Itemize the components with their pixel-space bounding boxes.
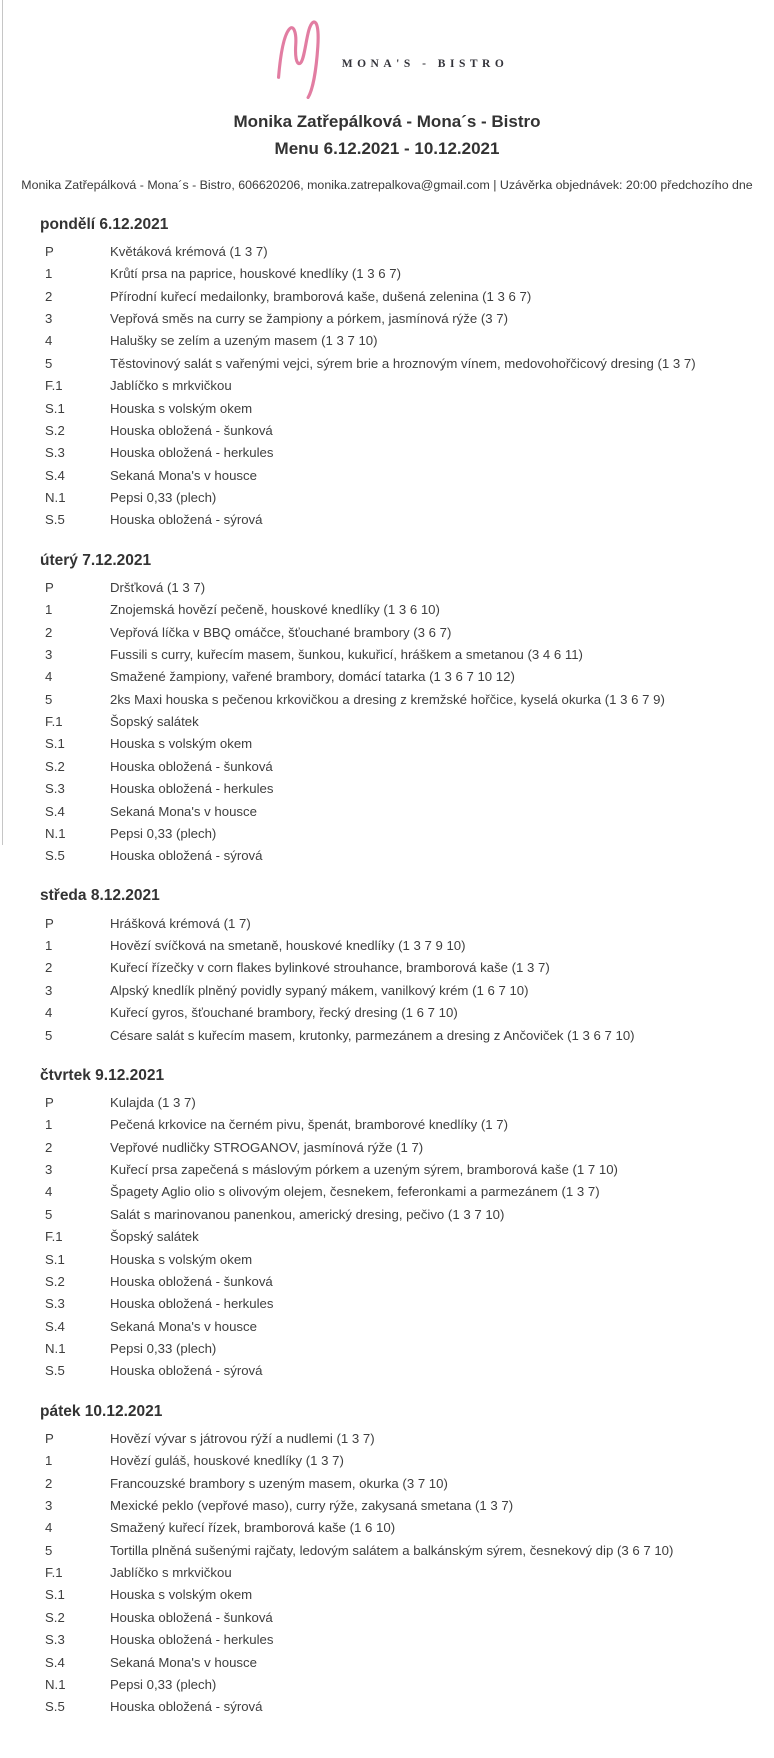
- menu-item-code: S.4: [45, 803, 65, 819]
- menu-item-code: 3: [45, 311, 53, 327]
- menu-days: [0, 216, 774, 1758]
- menu-item-name: Fussili s curry, kuřecím masem, šunkou, kukuřicí, hráškem a smetanou (3 4 6 11): [110, 646, 583, 662]
- menu-item-code: S.5: [45, 848, 65, 864]
- menu-item-code: N.1: [45, 1341, 66, 1357]
- menu-item-code: N.1: [45, 1676, 66, 1692]
- menu-item-row: [45, 1293, 774, 1315]
- brand-name: MONA'S - BISTRO: [341, 58, 509, 70]
- menu-item-code: S.4: [45, 1318, 65, 1334]
- menu-item-name: Césare salát s kuřecím masem, krutonky, parmezánem a dresing z Ančoviček (1 3 6 7 10): [110, 1027, 635, 1043]
- menu-item-name: Alpský knedlík plněný povidly sypaný mákem, vanilkový krém (1 6 7 10): [110, 982, 529, 998]
- menu-item-name: Sekaná Mona's v housce: [110, 803, 257, 819]
- menu-item-row: [45, 823, 774, 845]
- day-heading: úterý 7.12.2021: [40, 551, 152, 569]
- menu-item-row: [45, 1092, 774, 1114]
- menu-item-row: [45, 1651, 774, 1673]
- menu-item-code: 4: [45, 1520, 53, 1536]
- menu-item-code: F.1: [45, 1229, 63, 1245]
- menu-item-code: P: [45, 1094, 54, 1110]
- menu-item-row: [45, 1495, 774, 1517]
- menu-item-code: 5: [45, 1206, 53, 1222]
- menu-item-name: Vepřová líčka v BBQ omáčce, šťouchané brambory (3 6 7): [110, 624, 452, 640]
- menu-item-name: Znojemská hovězí pečeně, houskové knedlíky (1 3 6 10): [110, 602, 440, 618]
- menu-item-name: Špagety Aglio olio s olivovým olejem, česnekem, feferonkami a parmezánem (1 3 7): [110, 1184, 600, 1200]
- menu-item-code: S.3: [45, 1296, 65, 1312]
- day-section: [0, 1067, 774, 1383]
- menu-item-row: [45, 1584, 774, 1606]
- menu-item-name: Houska obložená - šunková: [110, 1273, 273, 1289]
- menu-item-name: Hrášková krémová (1 7): [110, 915, 251, 931]
- menu-item-row: [45, 1136, 774, 1158]
- menu-item-name: 2ks Maxi houska s pečenou krkovičkou a dresing z kremžské hořčice, kyselá okurka (1 3 6 7 9): [110, 691, 665, 707]
- day-section: [0, 1403, 774, 1719]
- menu-item-code: 3: [45, 1162, 53, 1178]
- menu-item-name: Houska obložená - sýrová: [110, 1699, 263, 1715]
- menu-item-row: [45, 778, 774, 800]
- contact-line: Monika Zatřepálková - Mona´s - Bistro, 606620206, monika.zatrepalkova@gmail.com | Uzávěrka objednávek: 20:00 předchozího dne: [21, 177, 753, 192]
- menu-item-name: Halušky se zelím a uzeným masem (1 3 7 10): [110, 333, 378, 349]
- day-heading: pondělí 6.12.2021: [40, 215, 169, 233]
- menu-item-name: Vepřové nudličky STROGANOV, jasmínová rýže (1 7): [110, 1139, 424, 1155]
- menu-item-name: Šopský salátek: [110, 714, 199, 730]
- menu-item-row: [45, 1024, 774, 1046]
- menu-item-row: [45, 1629, 774, 1651]
- menu-item-row: [45, 353, 774, 375]
- menu-item-row: [45, 1517, 774, 1539]
- window-edge-line: [2, 0, 3, 845]
- day-section: [0, 552, 774, 868]
- menu-item-code: 4: [45, 333, 53, 349]
- menu-item-row: [45, 644, 774, 666]
- menu-item-row: [45, 1315, 774, 1337]
- menu-item-code: P: [45, 579, 54, 595]
- menu-item-row: [45, 935, 774, 957]
- menu-item-row: [45, 1271, 774, 1293]
- menu-item-code: F.1: [45, 714, 63, 730]
- menu-item-code: 4: [45, 1005, 53, 1021]
- menu-item-row: [45, 420, 774, 442]
- menu-item-name: Smažené žampiony, vařené brambory, domácí tatarka (1 3 6 7 10 12): [110, 669, 515, 685]
- menu-item-name: Houska s volským okem: [110, 736, 253, 752]
- menu-item-name: Krůtí prsa na paprice, houskové knedlíky (1 3 6 7): [110, 266, 402, 282]
- menu-item-name: Dršťková (1 3 7): [110, 579, 206, 595]
- day-section: [0, 216, 774, 532]
- menu-item-name: Houska obložená - sýrová: [110, 512, 263, 528]
- menu-item-code: S.5: [45, 1363, 65, 1379]
- menu-item-name: Sekaná Mona's v housce: [110, 467, 257, 483]
- menu-item-name: Houska obložená - šunková: [110, 422, 273, 438]
- menu-item-row: [45, 599, 774, 621]
- menu-item-name: Tortilla plněná sušenými rajčaty, ledovým salátem a balkánským sýrem, česnekový dip (3 6 7 10): [110, 1542, 674, 1558]
- menu-date-range: Menu 6.12.2021 - 10.12.2021: [274, 138, 500, 158]
- menu-item-code: 5: [45, 355, 53, 371]
- menu-item-row: [45, 621, 774, 643]
- menu-item-row: [45, 1450, 774, 1472]
- day-section: [0, 887, 774, 1046]
- menu-item-row: [45, 800, 774, 822]
- menu-item-code: 1: [45, 1117, 53, 1133]
- menu-item-code: 3: [45, 1497, 53, 1513]
- menu-item-row: [45, 308, 774, 330]
- day-items: [0, 241, 774, 532]
- menu-item-code: S.1: [45, 736, 65, 752]
- menu-item-name: Smažený kuřecí řízek, bramborová kaše (1 6 10): [110, 1520, 396, 1536]
- menu-item-name: Pepsi 0,33 (plech): [110, 1341, 217, 1357]
- menu-item-name: Vepřová směs na curry se žampiony a pórkem, jasmínová rýže (3 7): [110, 311, 508, 327]
- menu-item-row: [45, 733, 774, 755]
- menu-item-name: Mexické peklo (vepřové maso), curry rýže, zakysaná smetana (1 3 7): [110, 1497, 514, 1513]
- menu-item-code: S.1: [45, 1587, 65, 1603]
- menu-item-row: [45, 1696, 774, 1718]
- menu-item-code: F.1: [45, 1565, 63, 1581]
- menu-item-row: [45, 285, 774, 307]
- menu-item-row: [45, 1181, 774, 1203]
- menu-item-name: Houska obložená - sýrová: [110, 1363, 263, 1379]
- menu-item-code: S.1: [45, 400, 65, 416]
- menu-item-row: [45, 1674, 774, 1696]
- page-header: [0, 0, 774, 193]
- menu-item-row: [45, 1607, 774, 1629]
- menu-item-row: [45, 263, 774, 285]
- menu-item-code: S.2: [45, 758, 65, 774]
- menu-item-row: [45, 577, 774, 599]
- day-items: [0, 1428, 774, 1719]
- menu-item-code: S.2: [45, 422, 65, 438]
- menu-item-code: 1: [45, 602, 53, 618]
- menu-item-name: Sekaná Mona's v housce: [110, 1654, 257, 1670]
- menu-item-code: 2: [45, 624, 53, 640]
- menu-item-row: [45, 980, 774, 1002]
- menu-item-name: Houska obložená - šunková: [110, 758, 273, 774]
- menu-item-name: Přírodní kuřecí medailonky, bramborová kaše, dušená zelenina (1 3 6 7): [110, 288, 532, 304]
- menu-item-name: Houska s volským okem: [110, 400, 253, 416]
- menu-item-code: 2: [45, 1475, 53, 1491]
- day-items: [0, 577, 774, 868]
- menu-item-code: 3: [45, 982, 53, 998]
- menu-item-row: [45, 957, 774, 979]
- menu-item-name: Jablíčko s mrkvičkou: [110, 378, 232, 394]
- menu-item-code: S.5: [45, 512, 65, 528]
- day-heading: čtvrtek 9.12.2021: [40, 1066, 165, 1084]
- menu-item-code: P: [45, 243, 54, 259]
- menu-item-code: N.1: [45, 825, 66, 841]
- menu-item-row: [45, 509, 774, 531]
- menu-item-name: Kulajda (1 3 7): [110, 1094, 196, 1110]
- menu-item-name: Kuřecí gyros, šťouchané brambory, řecký dresing (1 6 7 10): [110, 1005, 458, 1021]
- day-items: [0, 912, 774, 1046]
- menu-item-name: Těstovinový salát s vařenými vejci, sýrem brie a hroznovým vínem, medovohořčicový dresing (1 3 7): [110, 355, 696, 371]
- menu-item-row: [45, 375, 774, 397]
- menu-item-name: Houska obložená - herkules: [110, 1296, 274, 1312]
- menu-item-code: P: [45, 915, 54, 931]
- menu-item-row: [45, 1472, 774, 1494]
- menu-item-name: Sekaná Mona's v housce: [110, 1318, 257, 1334]
- page-title: Monika Zatřepálková - Mona´s - Bistro: [233, 112, 541, 131]
- menu-item-code: S.2: [45, 1609, 65, 1625]
- day-heading: středa 8.12.2021: [40, 887, 160, 905]
- menu-item-code: 2: [45, 960, 53, 976]
- day-items: [0, 1092, 774, 1383]
- menu-item-code: S.4: [45, 1654, 65, 1670]
- menu-item-code: 5: [45, 1542, 53, 1558]
- menu-item-name: Houska obložená - herkules: [110, 445, 274, 461]
- brand-monogram-icon: [266, 13, 330, 99]
- menu-item-row: [45, 1002, 774, 1024]
- menu-item-row: [45, 1428, 774, 1450]
- menu-item-row: [45, 756, 774, 778]
- menu-item-row: [45, 487, 774, 509]
- menu-item-name: Pečená krkovice na černém pivu, špenát, bramborové knedlíky (1 7): [110, 1117, 509, 1133]
- menu-item-name: Houska s volským okem: [110, 1587, 253, 1603]
- menu-item-name: Hovězí guláš, houskové knedlíky (1 3 7): [110, 1453, 344, 1469]
- menu-item-code: S.2: [45, 1273, 65, 1289]
- menu-item-code: F.1: [45, 378, 63, 394]
- menu-item-row: [45, 1360, 774, 1382]
- menu-item-row: [45, 912, 774, 934]
- menu-item-row: [45, 330, 774, 352]
- menu-item-name: Houska obložená - herkules: [110, 1632, 274, 1648]
- menu-item-code: S.4: [45, 467, 65, 483]
- menu-item-name: Květáková krémová (1 3 7): [110, 243, 268, 259]
- menu-item-name: Francouzské brambory s uzeným masem, okurka (3 7 10): [110, 1475, 448, 1491]
- menu-item-name: Pepsi 0,33 (plech): [110, 490, 217, 506]
- menu-item-row: [45, 666, 774, 688]
- menu-item-code: 4: [45, 669, 53, 685]
- menu-item-code: 1: [45, 266, 53, 282]
- menu-item-row: [45, 1114, 774, 1136]
- menu-item-row: [45, 1539, 774, 1561]
- menu-item-name: Pepsi 0,33 (plech): [110, 1676, 217, 1692]
- menu-item-row: [45, 1226, 774, 1248]
- menu-item-name: Šopský salátek: [110, 1229, 199, 1245]
- menu-item-row: [45, 241, 774, 263]
- menu-item-name: Houska obložená - herkules: [110, 781, 274, 797]
- menu-item-code: 5: [45, 691, 53, 707]
- menu-item-name: Kuřecí řízečky v corn flakes bylinkové strouhance, bramborová kaše (1 3 7): [110, 960, 550, 976]
- menu-item-code: 2: [45, 288, 53, 304]
- menu-item-name: Kuřecí prsa zapečená s máslovým pórkem a uzeným sýrem, bramborová kaše (1 7 10): [110, 1162, 618, 1178]
- menu-item-name: Houska obložená - šunková: [110, 1609, 273, 1625]
- menu-item-name: Salát s marinovanou panenkou, americký dresing, pečivo (1 3 7 10): [110, 1206, 505, 1222]
- menu-item-name: Jablíčko s mrkvičkou: [110, 1565, 232, 1581]
- menu-item-name: Hovězí svíčková na smetaně, houskové knedlíky (1 3 7 9 10): [110, 938, 466, 954]
- menu-item-code: S.3: [45, 1632, 65, 1648]
- menu-item-code: 3: [45, 646, 53, 662]
- menu-item-name: Houska s volským okem: [110, 1251, 253, 1267]
- brand-logo: [0, 12, 774, 100]
- menu-item-row: [45, 397, 774, 419]
- menu-item-name: Pepsi 0,33 (plech): [110, 825, 217, 841]
- menu-item-code: P: [45, 1430, 54, 1446]
- menu-item-row: [45, 711, 774, 733]
- menu-item-code: S.3: [45, 781, 65, 797]
- menu-item-name: Hovězí vývar s játrovou rýží a nudlemi (1 3 7): [110, 1430, 375, 1446]
- menu-item-code: S.5: [45, 1699, 65, 1715]
- menu-item-code: 4: [45, 1184, 53, 1200]
- menu-item-row: [45, 1248, 774, 1270]
- menu-item-row: [45, 1159, 774, 1181]
- menu-item-row: [45, 1204, 774, 1226]
- menu-item-row: [45, 688, 774, 710]
- menu-item-row: [45, 1562, 774, 1584]
- day-heading: pátek 10.12.2021: [40, 1402, 163, 1420]
- menu-item-code: 2: [45, 1139, 53, 1155]
- menu-item-name: Houska obložená - sýrová: [110, 848, 263, 864]
- menu-item-code: 1: [45, 1453, 53, 1469]
- menu-item-code: N.1: [45, 490, 66, 506]
- menu-item-code: 5: [45, 1027, 53, 1043]
- menu-item-row: [45, 845, 774, 867]
- menu-item-row: [45, 442, 774, 464]
- menu-item-row: [45, 464, 774, 486]
- menu-item-code: S.3: [45, 445, 65, 461]
- menu-item-row: [45, 1338, 774, 1360]
- menu-item-code: 1: [45, 938, 53, 954]
- menu-item-code: S.1: [45, 1251, 65, 1267]
